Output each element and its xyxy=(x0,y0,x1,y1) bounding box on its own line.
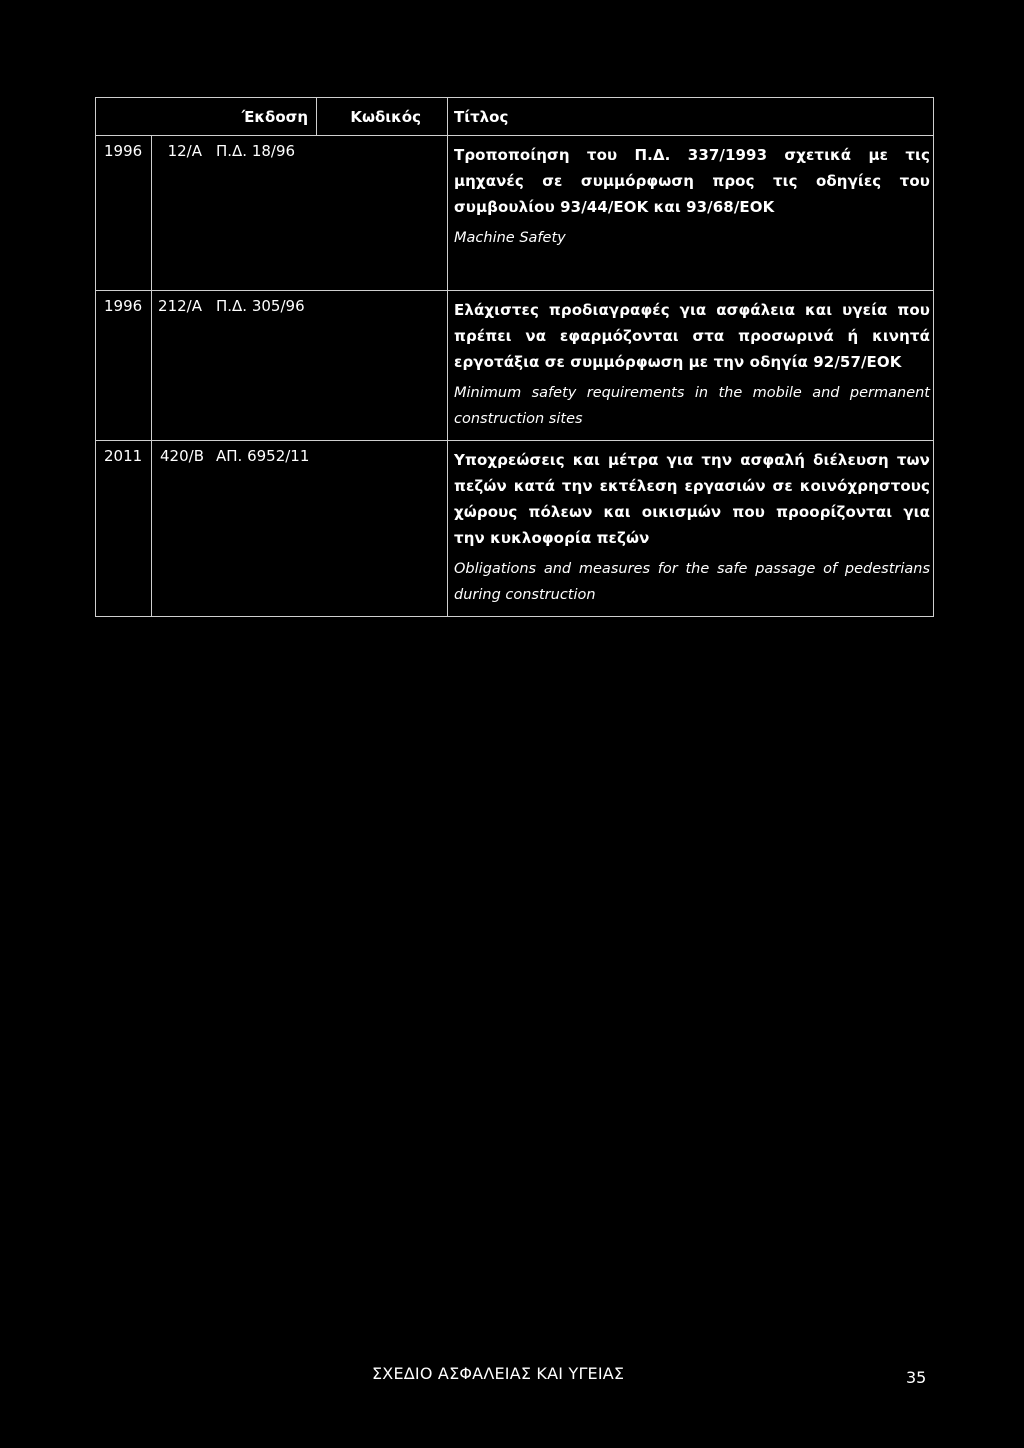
row-code-cell xyxy=(152,441,448,617)
row-year: 2011 xyxy=(96,441,152,617)
page-number: 35 xyxy=(906,1368,927,1387)
row-title-cell xyxy=(448,136,934,291)
header-edition: Έκδοση xyxy=(96,98,317,136)
legislation-table xyxy=(95,97,934,617)
table-row xyxy=(96,136,934,291)
row-code-cell xyxy=(152,291,448,441)
row-law-number: ΑΠ. 6952/11 xyxy=(216,447,310,465)
row-gazette-code: 212/Α xyxy=(158,297,202,315)
row-title-greek: Ελάχιστες προδιαγραφές για ασφάλεια και υγεία που πρέπει να εφαρμόζονται στα προσωρινά ή κινητά εργοτάξια σε συμμόρφωση με την οδηγία 92/57/ΕΟΚ xyxy=(454,301,930,371)
row-gazette-code: 420/Β xyxy=(160,447,204,465)
row-law-number: Π.Δ. 305/96 xyxy=(216,297,305,315)
row-law-number: Π.Δ. 18/96 xyxy=(216,142,296,160)
header-title: Τίτλος xyxy=(448,98,934,136)
row-title-english: Minimum safety requirements in the mobile and permanent construction sites xyxy=(454,385,930,427)
row-title-cell xyxy=(448,441,934,617)
row-code-cell xyxy=(152,136,448,291)
header-code: Κωδικός xyxy=(317,98,448,136)
row-title-english: Obligations and measures for the safe passage of pedestrians during construction xyxy=(454,561,930,603)
row-year: 1996 xyxy=(96,136,152,291)
row-title-english: Machine Safety xyxy=(454,230,566,246)
table-header-row xyxy=(96,98,934,136)
row-year: 1996 xyxy=(96,291,152,441)
table-row xyxy=(96,441,934,617)
table-row xyxy=(96,291,934,441)
row-gazette-code: 12/Α xyxy=(167,142,202,160)
row-title-greek: Υποχρεώσεις και μέτρα για την ασφαλή διέλευση των πεζών κατά την εκτέλεση εργασιών σε κοινόχρηστους χώρους πόλεων και οικισμών που προορίζονται για την κυκλοφορία πεζών xyxy=(454,451,930,547)
footer-document-title: ΣΧΕΔΙΟ ΑΣΦΑΛΕΙΑΣ ΚΑΙ ΥΓΕΙΑΣ xyxy=(372,1364,625,1383)
row-title-cell xyxy=(448,291,934,441)
row-title-greek: Τροποποίηση του Π.Δ. 337/1993 σχετικά με τις μηχανές σε συμμόρφωση προς τις οδηγίες του συμβουλίου 93/44/ΕΟΚ και 93/68/ΕΟΚ xyxy=(454,146,930,216)
